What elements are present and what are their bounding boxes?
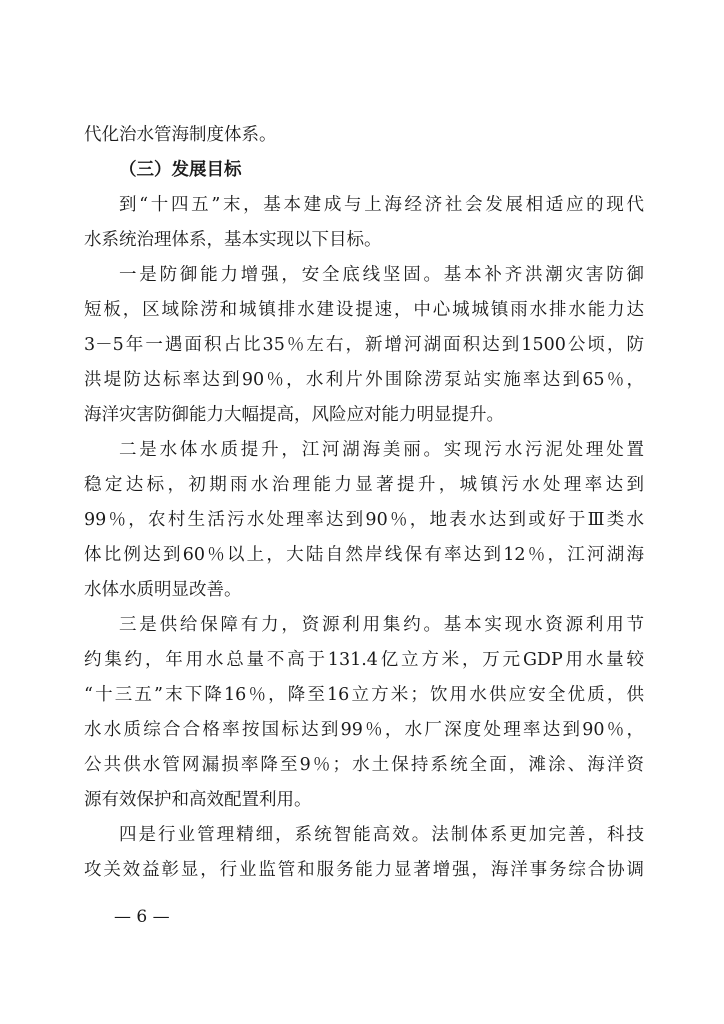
text-line: 水系统治理体系，基本实现以下目标。 bbox=[84, 230, 382, 250]
text-line: 攻关效益彰显，行业监管和服务能力显著增强，海洋事务综合协调 bbox=[84, 860, 644, 880]
text-line: 一是防御能力增强，安全底线坚固。基本补齐洪潮灾害防御 bbox=[119, 265, 644, 285]
text-line: 99％，农村生活污水处理率达到90％，地表水达到或好于Ⅲ类水 bbox=[84, 510, 644, 530]
page-number: — 6 — bbox=[114, 907, 170, 927]
text-line: “十三五”末下降16％，降至16立方米；饮用水供应安全优质，供 bbox=[84, 685, 644, 705]
text-line: 海洋灾害防御能力大幅提高，风险应对能力明显提升。 bbox=[84, 405, 504, 425]
text-line: 公共供水管网漏损率降至9％；水土保持系统全面，滩涂、海洋资 bbox=[84, 755, 644, 775]
text-line: 稳定达标，初期雨水治理能力显著提升，城镇污水处理率达到 bbox=[84, 475, 644, 495]
text-line: 洪堤防达标率达到90％，水利片外围除涝泵站实施率达到65％， bbox=[84, 370, 644, 390]
text-line: 源有效保护和高效配置利用。 bbox=[84, 790, 312, 810]
section-heading: （三）发展目标 bbox=[119, 160, 242, 180]
text-line: 水水质综合合格率按国标达到99％，水厂深度处理率达到90％， bbox=[84, 720, 644, 740]
body-text bbox=[84, 118, 644, 888]
text-line: 短板，区域除涝和城镇排水建设提速，中心城城镇雨水排水能力达 bbox=[84, 300, 644, 320]
text-line: 3－5年一遇面积占比35％左右，新增河湖面积达到1500公顷，防 bbox=[84, 335, 644, 355]
text-line: 到“十四五”末，基本建成与上海经济社会发展相适应的现代 bbox=[119, 195, 644, 215]
text-line: 约集约，年用水总量不高于131.4亿立方米，万元GDP用水量较 bbox=[84, 650, 644, 670]
text-line: 水体水质明显改善。 bbox=[84, 580, 242, 600]
text-line: 体比例达到60％以上，大陆自然岸线保有率达到12％，江河湖海 bbox=[84, 545, 644, 565]
text-line: 四是行业管理精细，系统智能高效。法制体系更加完善，科技 bbox=[119, 825, 644, 845]
text-line: 二是水体水质提升，江河湖海美丽。实现污水污泥处理处置 bbox=[119, 440, 644, 460]
text-line: 三是供给保障有力，资源利用集约。基本实现水资源利用节 bbox=[119, 615, 644, 635]
text-line: 代化治水管海制度体系。 bbox=[84, 125, 277, 145]
